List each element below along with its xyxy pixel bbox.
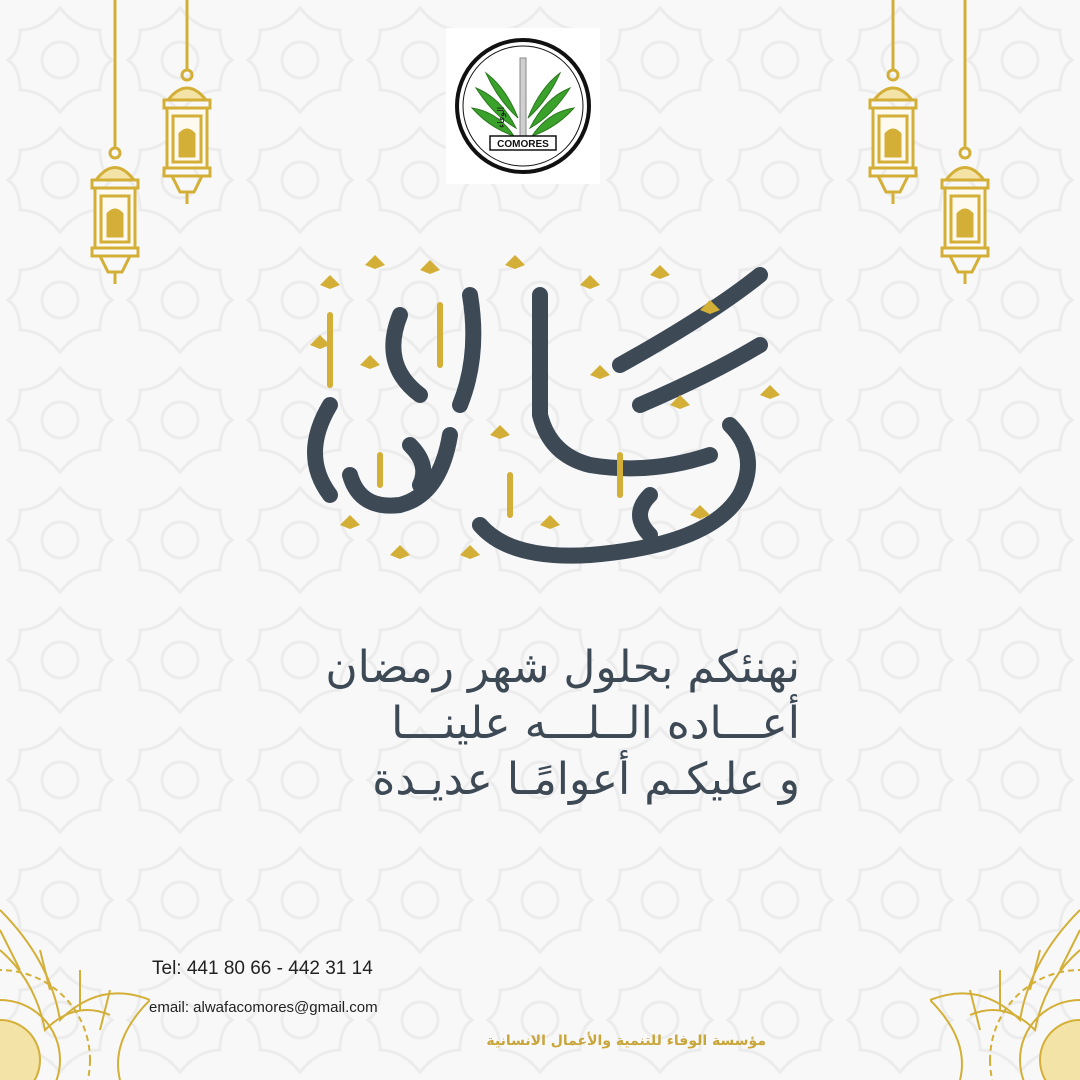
lantern-icon xyxy=(864,0,922,208)
lantern-icon xyxy=(936,0,994,290)
lantern-icon xyxy=(86,0,144,290)
mandala-icon xyxy=(0,890,150,1080)
ramadan-kareem-calligraphy xyxy=(290,255,790,585)
contact-email[interactable]: email: alwafacomores@gmail.com xyxy=(149,999,378,1016)
greeting-line-3: و عليكـم أعوامًـا عديـدة xyxy=(372,754,800,805)
logo-emblem xyxy=(446,28,600,184)
lantern-icon xyxy=(158,0,216,208)
contact-tel: Tel: 441 80 66 - 442 31 14 xyxy=(152,958,373,979)
greeting-line-2: أعـــاده الــلـــه علينـــا xyxy=(391,698,800,749)
organization-logo xyxy=(446,28,600,184)
greeting-line-1: نهنئكم بحلول شهر رمضان xyxy=(325,642,800,693)
logo-arabic-text: الوفاء xyxy=(497,106,507,128)
mandala-icon xyxy=(930,890,1080,1080)
greeting-text xyxy=(280,640,800,808)
organization-name: مؤسسة الوفاء للتنمية والأعمال الانسانية xyxy=(486,1033,766,1049)
logo-label: COMORES xyxy=(497,139,549,150)
